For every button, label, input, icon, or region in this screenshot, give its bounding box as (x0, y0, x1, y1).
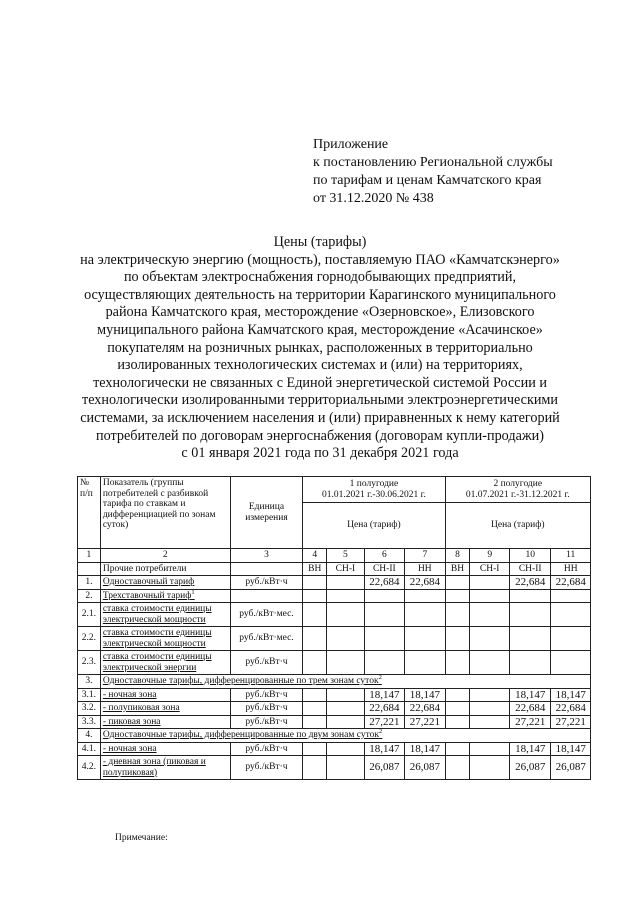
tariff-value (364, 627, 404, 651)
row-label-text: ставка стоимости единицы электрической мощности (102, 628, 212, 649)
tariff-value (445, 589, 470, 603)
tariff-value: 18,147 (364, 688, 404, 702)
tariff-value: 22,684 (405, 576, 446, 590)
tariff-value (327, 603, 364, 627)
row-number: 2.1. (78, 603, 101, 627)
voltage-level: НН (405, 562, 446, 576)
row-label-text: - полупиковая зона (102, 703, 180, 713)
table-row (78, 715, 591, 729)
tariff-value: 22,684 (364, 702, 404, 716)
row-unit: руб./кВт·ч (230, 715, 303, 729)
column-number: 5 (327, 549, 364, 563)
tariff-value: 27,221 (551, 715, 591, 729)
tariff-value (327, 627, 364, 651)
tariff-value (303, 603, 327, 627)
tariff-value (327, 715, 364, 729)
footnote-marker: 2 (378, 728, 383, 735)
voltage-level: СН-I (470, 562, 509, 576)
row-label (100, 742, 230, 756)
tariff-value (445, 742, 470, 756)
tariff-value (303, 742, 327, 756)
tariff-value (470, 651, 509, 675)
header-half2-label: 2 полугодие (493, 479, 543, 489)
row-number: 1. (78, 576, 101, 590)
tariff-value (509, 589, 551, 603)
row-unit: руб./кВт·ч (230, 576, 303, 590)
row-number: 3.3. (78, 715, 101, 729)
header-half1 (303, 477, 445, 503)
tariff-value (364, 651, 404, 675)
voltage-level: СН-II (364, 562, 404, 576)
tariff-value (445, 715, 470, 729)
table-row (78, 603, 591, 627)
tariff-value (303, 702, 327, 716)
tariff-value: 22,684 (509, 576, 551, 590)
column-numbers-row (78, 549, 591, 563)
title-line: района Камчатского края, месторождение «Озерновское», Елизовского (105, 304, 535, 321)
tariff-table (77, 476, 591, 780)
column-number: 3 (230, 549, 303, 563)
row-label-text: Одноставочные тарифы, дифференцированные по двум зонам суток (102, 730, 379, 740)
row-unit (230, 589, 303, 603)
tariff-value: 26,087 (509, 756, 551, 780)
row-label-text: - ночная зона (102, 689, 157, 700)
tariff-value (551, 603, 591, 627)
tariff-value: 18,147 (405, 688, 446, 702)
tariff-value (509, 603, 551, 627)
row-number: 2. (78, 589, 101, 603)
tariff-value: 26,087 (364, 756, 404, 780)
row-label-text: Трехставочный тариф (102, 590, 192, 601)
title-line: осуществляющих деятельность на территории Карагинского муниципального (84, 286, 556, 303)
row-label (100, 702, 230, 716)
row-label (100, 603, 230, 627)
table-row (78, 675, 591, 689)
row-label-text: - пиковая зона (102, 716, 161, 727)
title-line: технологически изолированными территориальными электроэнергетическими (82, 392, 558, 409)
row-label (100, 627, 230, 651)
column-number: 7 (405, 549, 446, 563)
empty-cell (78, 562, 101, 576)
tariff-value: 27,221 (364, 715, 404, 729)
tariff-value (405, 603, 446, 627)
table-row (78, 688, 591, 702)
tariff-value (470, 715, 509, 729)
tariff-value: 18,147 (509, 688, 551, 702)
tariff-value (509, 627, 551, 651)
header-price-1: Цена (тариф) (303, 503, 445, 549)
row-label-text: Одноставочные тарифы, дифференцированные по трем зонам суток (102, 676, 379, 686)
footnote-marker: 2 (378, 674, 382, 681)
title-line: покупателям на розничных рынках, расположенных в территориально (107, 339, 533, 356)
tariff-value: 18,147 (405, 742, 446, 756)
title-line: потребителей по договорам энергоснабжения (договорам купли-продажи) (96, 427, 544, 444)
tariff-value: 18,147 (551, 688, 591, 702)
other-consumers-label: Прочие потребители (100, 562, 230, 576)
header-unit: Единица измерения (230, 477, 303, 549)
tariff-value (509, 651, 551, 675)
column-number: 8 (445, 549, 470, 563)
row-number: 3. (78, 675, 101, 689)
tariff-value: 26,087 (551, 756, 591, 780)
note: Примечание: (115, 833, 168, 843)
tariff-value: 22,684 (509, 702, 551, 716)
column-number: 4 (303, 549, 327, 563)
tariff-value (445, 627, 470, 651)
header-indicator: Показатель (группы потребителей с разбивкой тарифа по ставкам и дифференциацией по зонам суток) (100, 477, 230, 549)
tariff-value (327, 742, 364, 756)
row-number: 4.2. (78, 756, 101, 780)
row-number: 3.2. (78, 702, 101, 716)
tariff-value: 18,147 (509, 742, 551, 756)
row-number: 2.2. (78, 627, 101, 651)
tariff-value (327, 688, 364, 702)
tariff-value (445, 702, 470, 716)
title-line: технологически не связанных с Единой энергетической системой России и (93, 374, 547, 391)
table-row (78, 756, 591, 780)
tariff-value (445, 688, 470, 702)
tariff-value: 18,147 (364, 742, 404, 756)
tariff-value: 26,087 (405, 756, 446, 780)
tariff-value (470, 627, 509, 651)
tariff-value (470, 702, 509, 716)
tariff-value (405, 651, 446, 675)
row-number: 4.1. (78, 742, 101, 756)
table-row (78, 702, 591, 716)
tariff-value (303, 627, 327, 651)
row-label (100, 715, 230, 729)
footnote-marker: 1 (191, 589, 195, 596)
column-number: 1 (78, 549, 101, 563)
table-row (78, 651, 591, 675)
voltage-level: СН-I (327, 562, 364, 576)
title-line: изолированных технологических системах и (или) на территориях, (117, 357, 523, 374)
tariff-value (405, 627, 446, 651)
row-number: 2.3. (78, 651, 101, 675)
header-num: № п/п (78, 477, 101, 549)
tariff-value: 22,684 (551, 576, 591, 590)
tariff-value (303, 589, 327, 603)
tariff-value (303, 688, 327, 702)
tariff-value (445, 756, 470, 780)
row-label (100, 729, 590, 743)
tariff-value (327, 756, 364, 780)
voltage-level: НН (551, 562, 591, 576)
appendix-line: к постановлению Региональной службы (313, 155, 553, 170)
tariff-value: 27,221 (405, 715, 446, 729)
tariff-value (470, 603, 509, 627)
tariff-value (445, 651, 470, 675)
voltage-level: ВН (303, 562, 327, 576)
tariff-value (327, 651, 364, 675)
title-line: по объектам электроснабжения горнодобывающих предприятий, (123, 269, 517, 286)
tariff-value (364, 603, 404, 627)
tariff-value: 27,221 (509, 715, 551, 729)
row-unit: руб./кВт·ч (230, 702, 303, 716)
row-label (100, 675, 590, 689)
appendix-line: Приложение (313, 137, 389, 152)
tariff-value: 22,684 (551, 702, 591, 716)
table-row (78, 627, 591, 651)
column-number: 9 (470, 549, 509, 563)
row-label-text: ставка стоимости единицы электрической энергии (102, 652, 212, 673)
empty-cell (230, 562, 303, 576)
table-row (78, 589, 591, 603)
tariff-value (303, 715, 327, 729)
appendix-line: по тарифам и ценам Камчатского края (313, 173, 542, 188)
voltage-level: ВН (445, 562, 470, 576)
tariff-value: 22,684 (405, 702, 446, 716)
row-unit: руб./кВт·ч (230, 651, 303, 675)
voltage-levels-row (78, 562, 591, 576)
header-price-2: Цена (тариф) (445, 503, 590, 549)
document-title (40, 234, 600, 463)
row-number: 3.1. (78, 688, 101, 702)
tariff-value (303, 651, 327, 675)
title-line: с 01 января 2021 года по 31 декабря 2021 года (181, 445, 459, 462)
header-half1-dates: 01.01.2021 г.-30.06.2021 г. (322, 489, 426, 500)
tariff-value (327, 576, 364, 590)
tariff-value (470, 576, 509, 590)
row-label-text: - дневная зона (пиковая и полупиковая) (102, 757, 206, 778)
title-line: на электрическую энергию (мощность), поставляемую ПАО «Камчатскэнерго» (80, 251, 560, 268)
title-line: Цены (тарифы) (273, 234, 367, 250)
tariff-value (470, 756, 509, 780)
tariff-value (551, 651, 591, 675)
row-unit: руб./кВт·ч (230, 688, 303, 702)
table-row (78, 729, 591, 743)
row-label (100, 576, 230, 590)
header-half2 (445, 477, 590, 503)
row-label (100, 651, 230, 675)
column-number: 6 (364, 549, 404, 563)
row-label (100, 589, 230, 603)
tariff-value (405, 589, 446, 603)
row-label-text: - ночная зона (102, 743, 157, 754)
header-half2-dates: 01.07.2021 г.-31.12.2021 г. (465, 489, 570, 500)
row-label-text: ставка стоимости единицы электрической мощности (102, 604, 212, 625)
tariff-value (303, 576, 327, 590)
column-number: 2 (100, 549, 230, 563)
tariff-value (303, 756, 327, 780)
row-number: 4. (78, 729, 101, 743)
row-label (100, 688, 230, 702)
tariff-value: 22,684 (364, 576, 404, 590)
header-half1-label: 1 полугодие (349, 479, 399, 489)
tariff-value (327, 702, 364, 716)
tariff-value (470, 589, 509, 603)
tariff-value (470, 742, 509, 756)
title-line: системами, за исключением населения и (или) приравненных к нему категорий (80, 409, 560, 426)
appendix-block (313, 136, 553, 208)
tariff-value (364, 589, 404, 603)
tariff-value (551, 589, 591, 603)
row-label (100, 756, 230, 780)
title-line: муниципального района Камчатского края, месторождение «Асачинское» (97, 321, 543, 338)
row-label-text: Одноставочный тариф (102, 577, 195, 587)
column-number: 11 (551, 549, 591, 563)
tariff-value: 18,147 (551, 742, 591, 756)
row-unit: руб./кВт·мес. (230, 627, 303, 651)
row-unit: руб./кВт·ч (230, 756, 303, 780)
tariff-value (445, 603, 470, 627)
voltage-level: СН-II (509, 562, 551, 576)
tariff-value (551, 627, 591, 651)
table-row (78, 742, 591, 756)
table-row (78, 576, 591, 590)
tariff-value (327, 589, 364, 603)
row-unit: руб./кВт·мес. (230, 603, 303, 627)
column-number: 10 (509, 549, 551, 563)
row-unit: руб./кВт·ч (230, 742, 303, 756)
tariff-value (445, 576, 470, 590)
tariff-value (470, 688, 509, 702)
appendix-line: от 31.12.2020 № 438 (313, 191, 434, 206)
